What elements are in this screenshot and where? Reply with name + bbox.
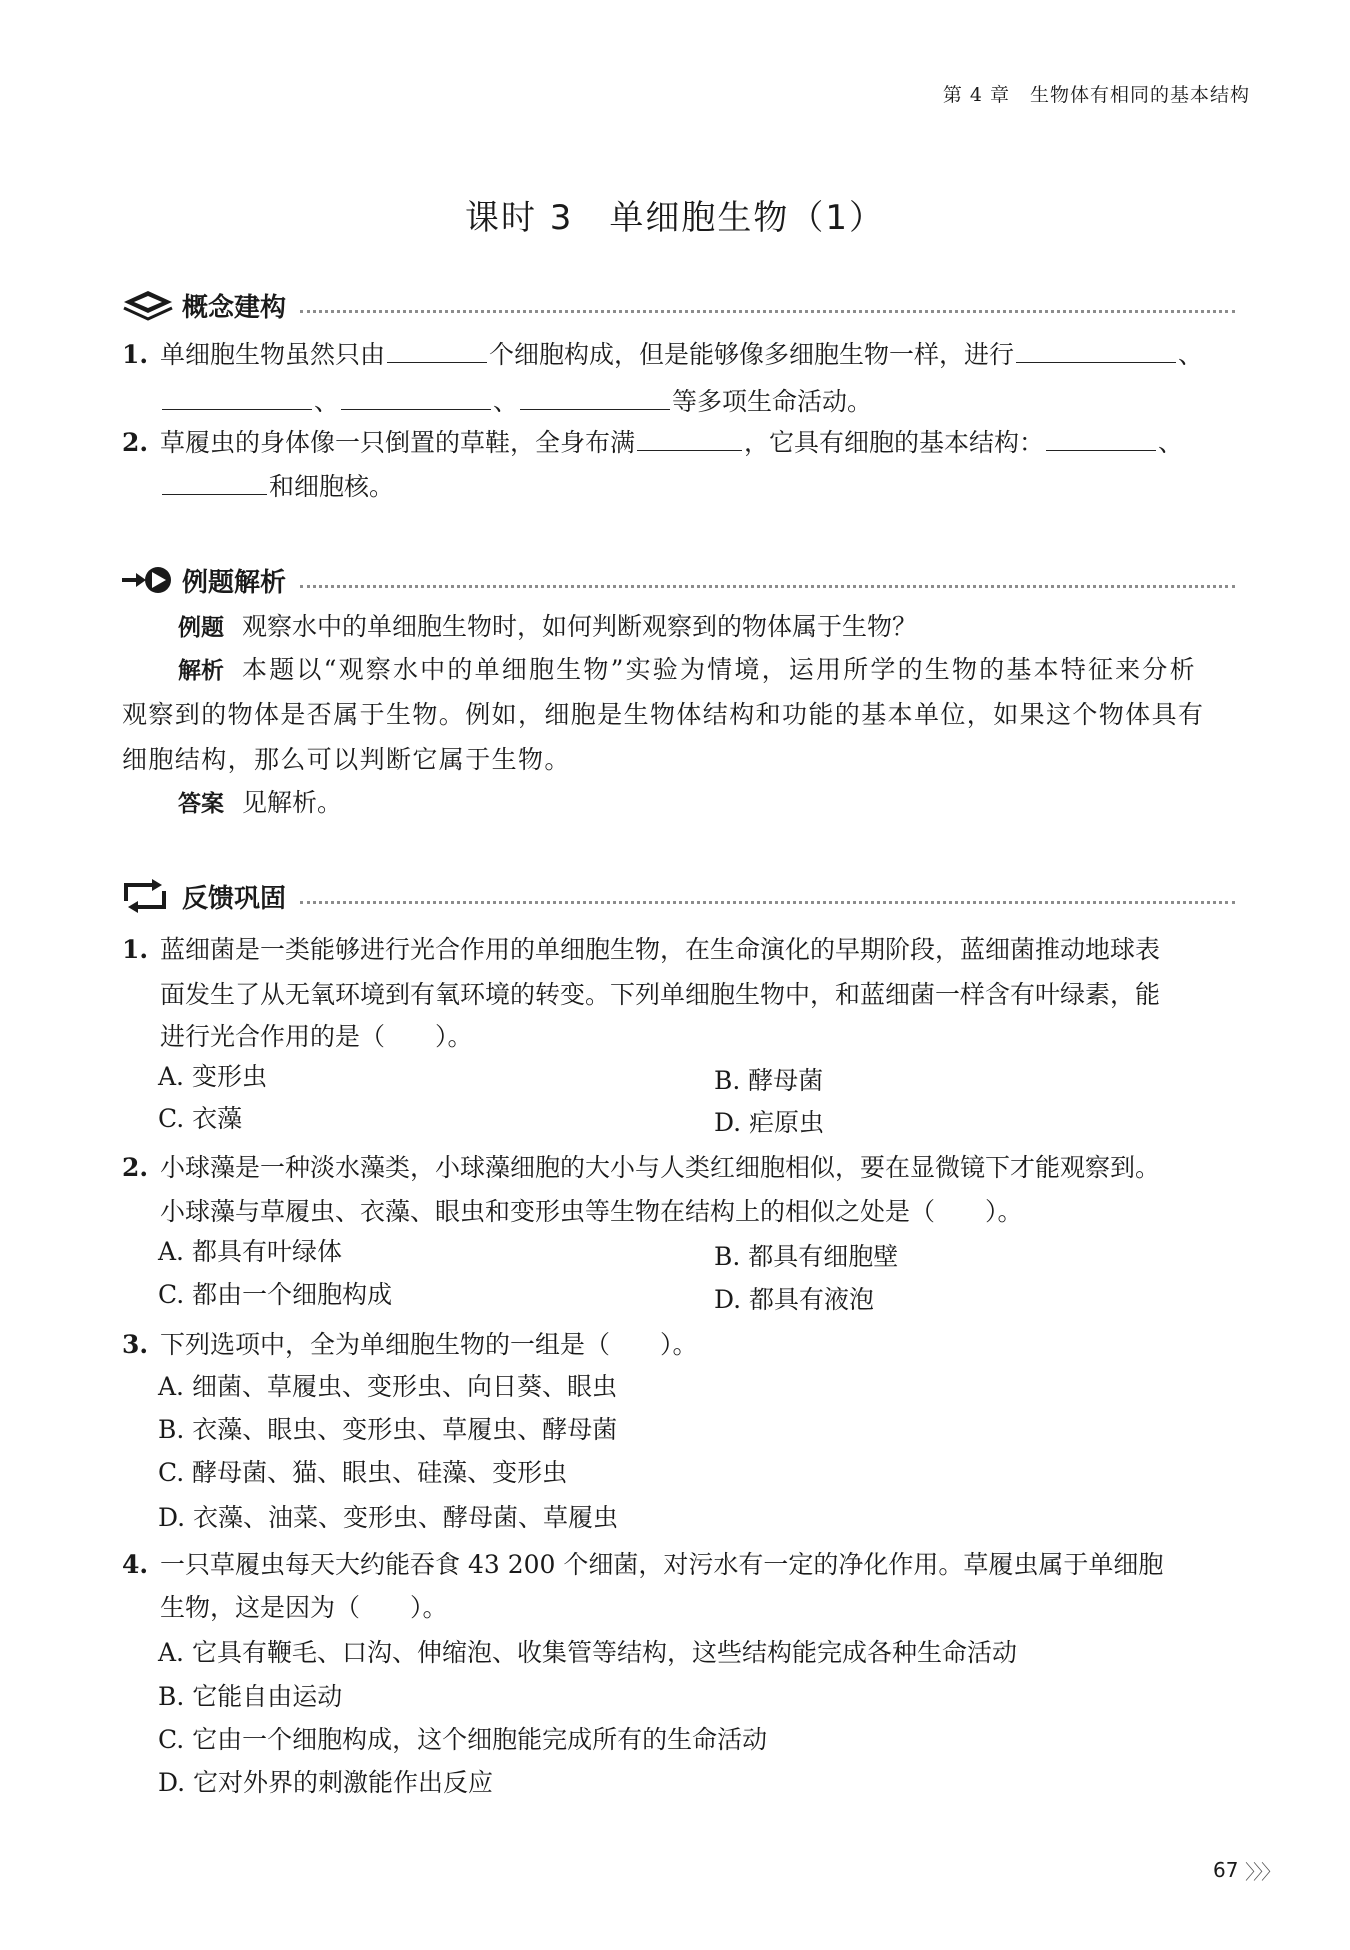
feedback-q4-line2: 生物，这是因为（ ）。 [160,1593,448,1622]
lesson-title: 课时 3 单细胞生物（1） [464,198,886,238]
concept-q1-line1: 1. 单细胞生物虽然只由 个细胞构成，但是能够像多细胞生物一样，进行 、 [122,340,1204,369]
option-b[interactable]: B. 它能自由运动 [158,1682,343,1711]
feedback-q2-line1: 2. 小球藻是一种淡水藻类，小球藻细胞的大小与人类红细胞相似，要在显微镜下才能观察到。 [122,1153,1161,1182]
feedback-q4-line1: 4. 一只草履虫每天大约能吞食 43 200 个细菌，对污水有一定的净化作用。草履虫属于单细胞 [122,1550,1164,1579]
fill-blank[interactable] [1016,340,1176,363]
fill-blank[interactable] [637,428,742,451]
option-b[interactable]: B. 酵母菌 [714,1066,824,1095]
feedback-q1-line3: 进行光合作用的是（ ）。 [160,1022,473,1051]
dotted-rule [300,901,1235,904]
option-a[interactable]: A. 细菌、草履虫、变形虫、向日葵、眼虫 [158,1372,617,1401]
feedback-q3-line1: 3. 下列选项中，全为单细胞生物的一组是（ ）。 [122,1330,698,1359]
feedback-q2-line2: 小球藻与草履虫、衣藻、眼虫和变形虫等生物在结构上的相似之处是（ ）。 [160,1197,1023,1226]
dotted-rule [300,310,1235,313]
example-analysis-line1: 解析 本题以“观察水中的单细胞生物”实验为情境，运用所学的生物的基本特征来分析 [178,655,1197,684]
example-answer: 答案 见解析。 [178,788,343,817]
section-title: 反馈巩固 [182,883,287,914]
section-title: 概念建构 [182,292,287,323]
option-c[interactable]: C. 它由一个细胞构成，这个细胞能完成所有的生命活动 [158,1725,768,1754]
option-c[interactable]: C. 衣藻 [158,1104,243,1133]
option-b[interactable]: B. 都具有细胞壁 [714,1242,899,1271]
concept-q2-line1: 2. 草履虫的身体像一只倒置的草鞋，全身布满 ，它具有细胞的基本结构： 、 [122,428,1184,457]
section-example [120,560,1235,600]
fill-blank[interactable] [341,387,491,410]
section-feedback [120,876,1235,916]
feedback-q1-line1: 1. 蓝细菌是一类能够进行光合作用的单细胞生物，在生命演化的早期阶段，蓝细菌推动地球表 [122,935,1161,964]
option-a[interactable]: A. 都具有叶绿体 [158,1237,342,1266]
option-d[interactable]: D. 都具有液泡 [714,1285,875,1314]
dotted-rule [300,585,1235,588]
fill-blank[interactable] [387,340,487,363]
option-a[interactable]: A. 变形虫 [158,1062,267,1091]
concept-q2-line2: 和细胞核。 [160,472,394,502]
layers-icon [120,288,176,322]
fill-blank[interactable] [162,472,267,495]
option-c[interactable]: C. 酵母菌、猫、眼虫、硅藻、变形虫 [158,1458,568,1487]
page-number: 67 [1213,1858,1239,1882]
option-d[interactable]: D. 衣藻、油菜、变形虫、酵母菌、草履虫 [158,1503,619,1532]
section-concept [120,285,1235,325]
fill-blank[interactable] [162,387,312,410]
chevron-right-icon: 〉〉〉 [1245,1860,1279,1884]
section-title: 例题解析 [182,567,287,598]
option-d[interactable]: D. 它对外界的刺激能作出反应 [158,1768,494,1797]
refresh-icon [120,879,176,913]
example-analysis-line3: 细胞结构，那么可以判断它属于生物。 [122,745,571,774]
fill-blank[interactable] [1046,428,1156,451]
running-head: 第 4 章 生物体有相同的基本结构 [942,84,1250,106]
feedback-q1-line2: 面发生了从无氧环境到有氧环境的转变。下列单细胞生物中，和蓝细菌一样含有叶绿素，能 [160,980,1161,1009]
option-a[interactable]: A. 它具有鞭毛、口沟、伸缩泡、收集管等结构，这些结构能完成各种生命活动 [158,1638,1017,1667]
concept-q1-line2: 、 、 等多项生命活动。 [160,387,872,417]
example-analysis-line2: 观察到的物体是否属于生物。例如，细胞是生物体结构和功能的基本单位，如果这个物体具有 [122,700,1205,729]
option-d[interactable]: D. 疟原虫 [714,1108,825,1137]
arrow-target-icon [120,563,176,597]
example-question: 例题 观察水中的单细胞生物时，如何判断观察到的物体属于生物？ [178,612,918,641]
option-b[interactable]: B. 衣藻、眼虫、变形虫、草履虫、酵母菌 [158,1415,618,1444]
option-c[interactable]: C. 都由一个细胞构成 [158,1280,393,1309]
fill-blank[interactable] [520,387,670,410]
